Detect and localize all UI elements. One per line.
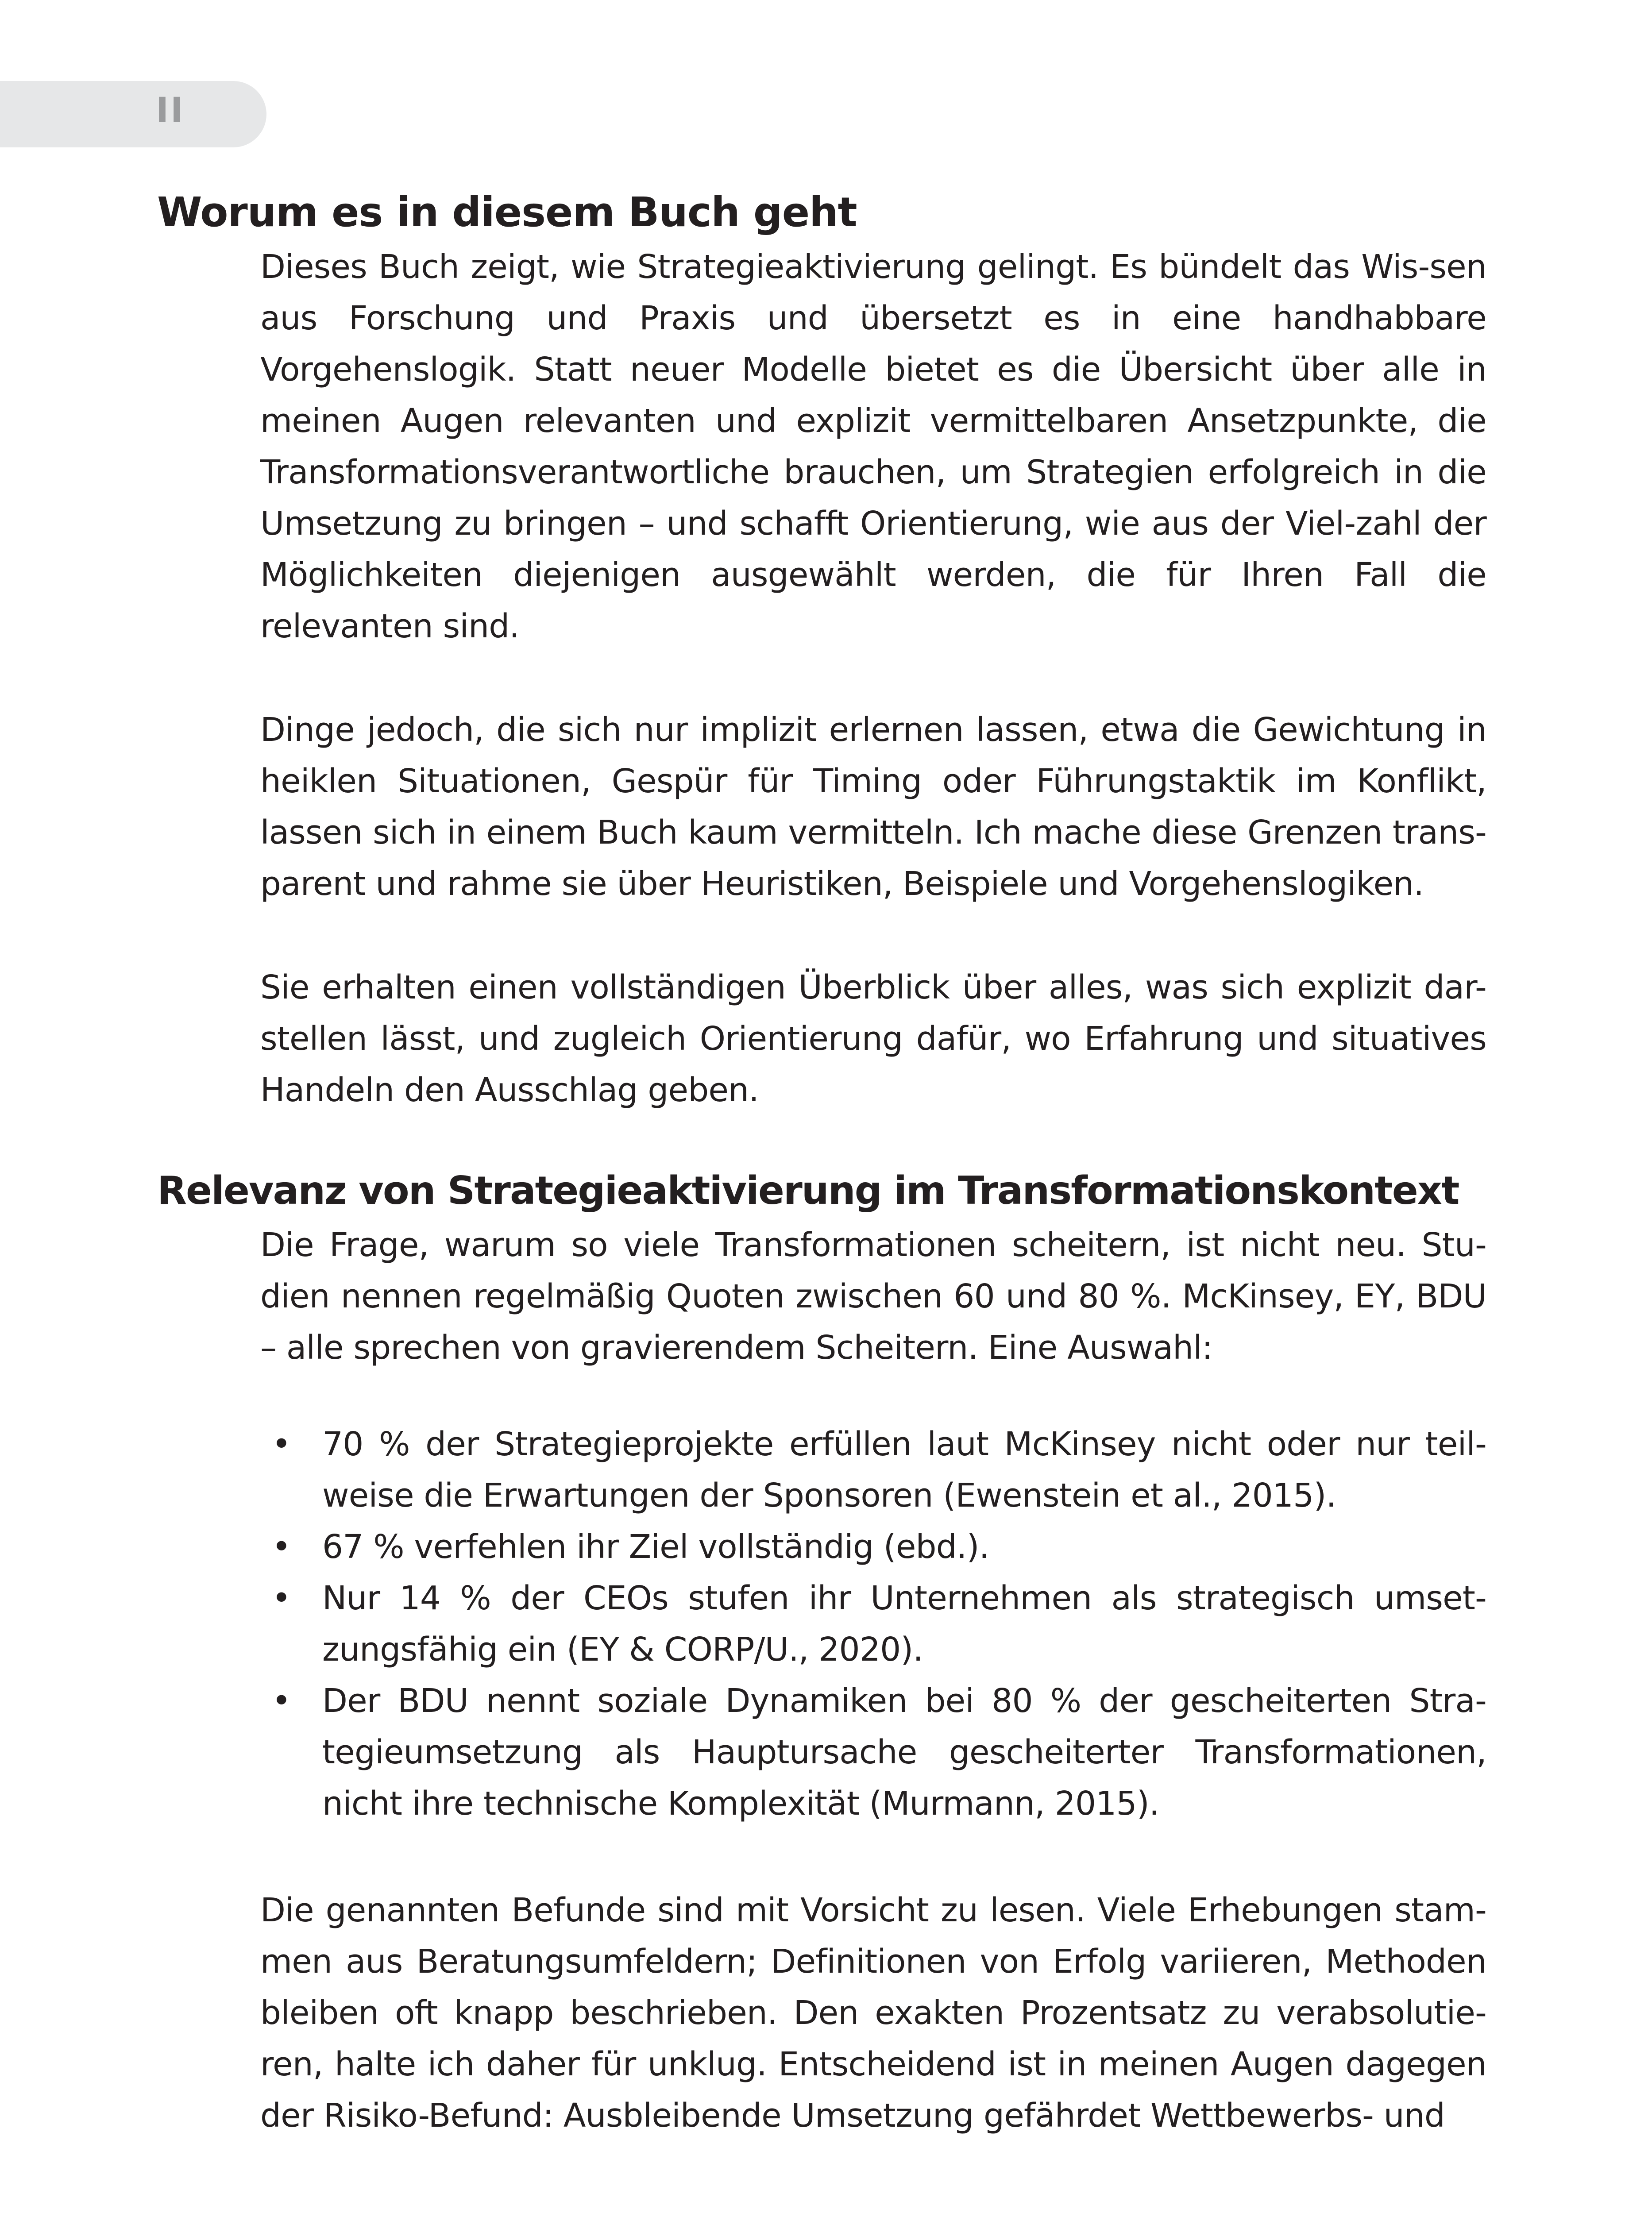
- bullet-icon: •: [272, 1682, 291, 1720]
- list-item-text: Der BDU nennt soziale Dynamiken bei 80 % der gescheiterten Stra-tegieumsetzung als Hauptursache gescheiterter Transformationen, nicht ihre technische Komplexität (Murmann, 2015).: [322, 1682, 1486, 1823]
- list-item: [260, 1419, 1486, 1521]
- list-item: [260, 1675, 1486, 1829]
- statistics-bullet-list: [260, 1419, 1486, 1829]
- list-item-text: 67 % verfehlen ihr Ziel vollständig (ebd.).: [322, 1528, 989, 1566]
- paragraph: Dieses Buch zeigt, wie Strategieaktivierung gelingt. Es bündelt das Wis-sen aus Forschung und Praxis und übersetzt es in eine handhabbare Vorgehenslogik. Statt neuer Modelle bietet es die Übersicht über alle in meinen Augen relevanten und explizit vermittelbaren Ansetzpunkte, die Transformationsverantwortliche brauchen, um Strategien erfolgreich in die Umsetzung zu bringen – und schafft Orientierung, wie aus der Viel-zahl der Möglichkeiten diejenigen ausgewählt werden, die für Ihren Fall die relevanten sind.: [260, 248, 1486, 645]
- section-body-book-purpose-2: [260, 704, 1486, 910]
- bullet-icon: •: [272, 1528, 291, 1566]
- list-item-text: 70 % der Strategieprojekte erfüllen laut McKinsey nicht oder nur teil-weise die Erwartungen der Sponsoren (Ewenstein et al., 2015).: [322, 1425, 1486, 1515]
- section-heading-relevance: Relevanz von Strategieaktivierung im Transformationskontext: [157, 1168, 1459, 1213]
- section-body-relevance-closing: [260, 1885, 1486, 2141]
- page-number: II: [156, 91, 185, 131]
- paragraph: Sie erhalten einen vollständigen Überblick über alles, was sich explizit dar-stellen lässt, und zugleich Orientierung dafür, wo Erfahrung und situatives Handeln den Ausschlag geben.: [260, 968, 1486, 1109]
- section-body-relevance-intro: [260, 1219, 1486, 1373]
- paragraph: Dinge jedoch, die sich nur implizit erlernen lassen, etwa die Gewichtung in heiklen Situationen, Gespür für Timing oder Führungstaktik im Konflikt, lassen sich in einem Buch kaum vermitteln. Ich mache diese Grenzen trans-parent und rahme sie über Heuristiken, Beispiele und Vorgehenslogiken.: [260, 711, 1486, 903]
- paragraph: Die genannten Befunde sind mit Vorsicht zu lesen. Viele Erhebungen stam-men aus Beratungsumfeldern; Definitionen von Erfolg variieren, Methoden bleiben oft knapp beschrieben. Den exakten Prozentsatz zu verabsolutie-ren, halte ich daher für unklug. Entscheidend ist in meinen Augen dagegen der Risiko-Befund: Ausbleibende Umsetzung gefährdet Wettbewerbs- und: [260, 1891, 1486, 2135]
- paragraph: Die Frage, warum so viele Transformationen scheitern, ist nicht neu. Stu-dien nennen regelmäßig Quoten zwischen 60 und 80 %. McKinsey, EY, BDU – alle sprechen von gravierendem Scheitern. Eine Auswahl:: [260, 1226, 1486, 1367]
- list-item-text: Nur 14 % der CEOs stufen ihr Unternehmen als strategisch umset-zungsfähig ein (EY & CORP/U., 2020).: [322, 1579, 1486, 1669]
- list-item: [260, 1521, 1486, 1573]
- section-body-book-purpose-3: [260, 962, 1486, 1116]
- list-item: [260, 1573, 1486, 1675]
- bullet-icon: •: [272, 1579, 291, 1617]
- bullet-icon: •: [272, 1425, 291, 1463]
- section-body-book-purpose: [260, 241, 1486, 652]
- section-heading-book-purpose: Worum es in diesem Buch geht: [157, 189, 857, 236]
- page-number-tab: [0, 81, 266, 147]
